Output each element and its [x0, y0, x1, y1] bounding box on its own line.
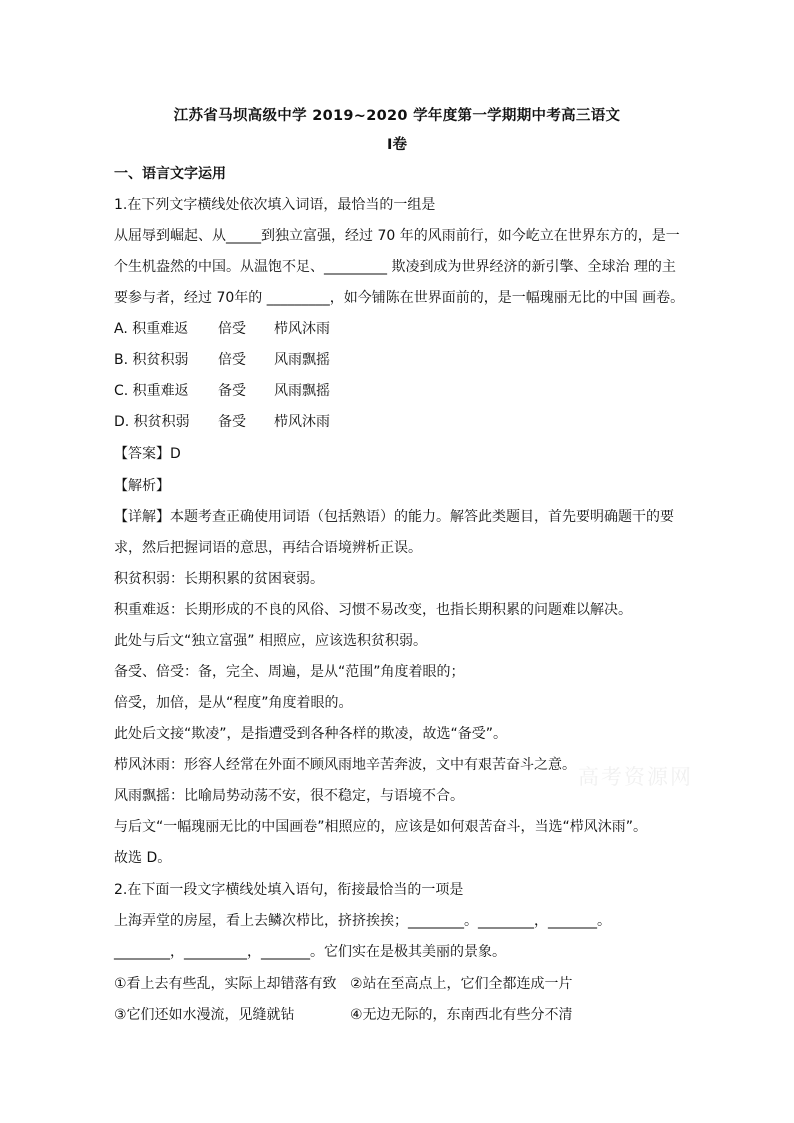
option-label: C. 积重难返: [114, 383, 189, 399]
explanation-line: 栉风沐雨：形容人经常在外面不顾风雨地辛苦奔波，文中有艰苦奋斗之意。: [114, 757, 576, 773]
explanation-line: 风雨飘摇：比喻局势动荡不安，很不稳定，与语境不合。: [114, 788, 464, 804]
question-stem: 1.在下列文字横线处依次填入词语，最恰当的一组是: [114, 197, 436, 213]
option-word: 风雨飘摇: [274, 383, 330, 399]
explanation-line: 【详解】本题考查正确使用词语（包括熟语）的能力。解答此类题目，首先要明确题干的要: [114, 509, 674, 525]
analysis-heading: 【解析】: [114, 478, 170, 494]
explanation-line: 备受、倍受：备，完全、周遍，是从“范围”角度着眼的；: [114, 664, 465, 680]
explanation-line: 积重难返：长期形成的不良的风俗、习惯不易改变，也指长期积累的问题难以解决。: [114, 602, 632, 618]
option-label: D. 积贫积弱: [114, 414, 190, 430]
item-row: [114, 974, 684, 994]
choice-item: ③它们还如水漫流，见缝就钻: [114, 1007, 295, 1023]
explanation-line: 倍受，加倍，是从“程度”角度着眼的。: [114, 695, 353, 711]
option-word: 备受: [218, 414, 246, 430]
option-row: [114, 412, 684, 432]
watermark: 高考资源网: [578, 765, 693, 789]
answer-line: 【答案】D: [114, 446, 181, 462]
option-word: 栉风沐雨: [274, 414, 330, 430]
choice-item: ④无边无际的，东南西北有些分不清: [350, 1007, 573, 1023]
explanation-line: 故选 D。: [114, 850, 172, 866]
option-row: [114, 350, 684, 370]
explanation-line: 积贫积弱：长期积累的贫困衰弱。: [114, 571, 324, 587]
item-row: [114, 1005, 684, 1025]
option-word: 栉风沐雨: [274, 321, 330, 337]
option-word: 风雨飘摇: [274, 352, 330, 368]
passage-line: 要参与者，经过 70年的 _________，如今铺陈在世界面前的，是一幅瑰丽无比的中国 画卷。: [114, 290, 685, 306]
passage-line: 从屈辱到崛起、从_____到独立富强，经过 70 年的风雨前行，如今屹立在世界东方的，是一: [114, 228, 680, 244]
passage-line: 上海弄堂的房屋，看上去鳞次栉比，挤挤挨挨；________。________，_______。: [114, 913, 611, 929]
passage-line: ________，_________，_______。它们实在是极其美丽的景象。: [114, 944, 506, 960]
explanation-line: 求，然后把握词语的意思，再结合语境辨析正误。: [114, 540, 422, 556]
option-word: 倍受: [218, 352, 246, 368]
document-title: 江苏省马坝高级中学 2019~2020 学年度第一学期期中考高三语文: [173, 108, 621, 124]
option-word: 倍受: [218, 321, 246, 337]
option-row: [114, 319, 684, 339]
option-word: 备受: [218, 383, 246, 399]
option-label: B. 积贫积弱: [114, 352, 189, 368]
choice-item: ①看上去有些乱，实际上却错落有致: [114, 976, 337, 992]
choice-item: ②站在至高点上，它们全都连成一片: [350, 976, 573, 992]
explanation-line: 与后文“一幅瑰丽无比的中国画卷”相照应的，应该是如何艰苦奋斗，当选“栉风沐雨”。: [114, 819, 648, 835]
option-row: [114, 381, 684, 401]
explanation-line: 此处后文接“欺凌”，是指遭受到各种各样的欺凌，故选“备受”。: [114, 726, 508, 742]
passage-line: 个生机盎然的中国。从温饱不足、_________ 欺凌到成为世界经济的新引擎、全球治 理的主: [114, 259, 676, 275]
document-subtitle: Ⅰ卷: [387, 137, 407, 153]
section-heading: 一、语言文字运用: [114, 166, 226, 182]
option-label: A. 积重难返: [114, 321, 189, 337]
explanation-line: 此处与后文“独立富强” 相照应，应该选积贫积弱。: [114, 633, 427, 649]
question-stem: 2.在下面一段文字横线处填入语句，衔接最恰当的一项是: [114, 882, 464, 898]
